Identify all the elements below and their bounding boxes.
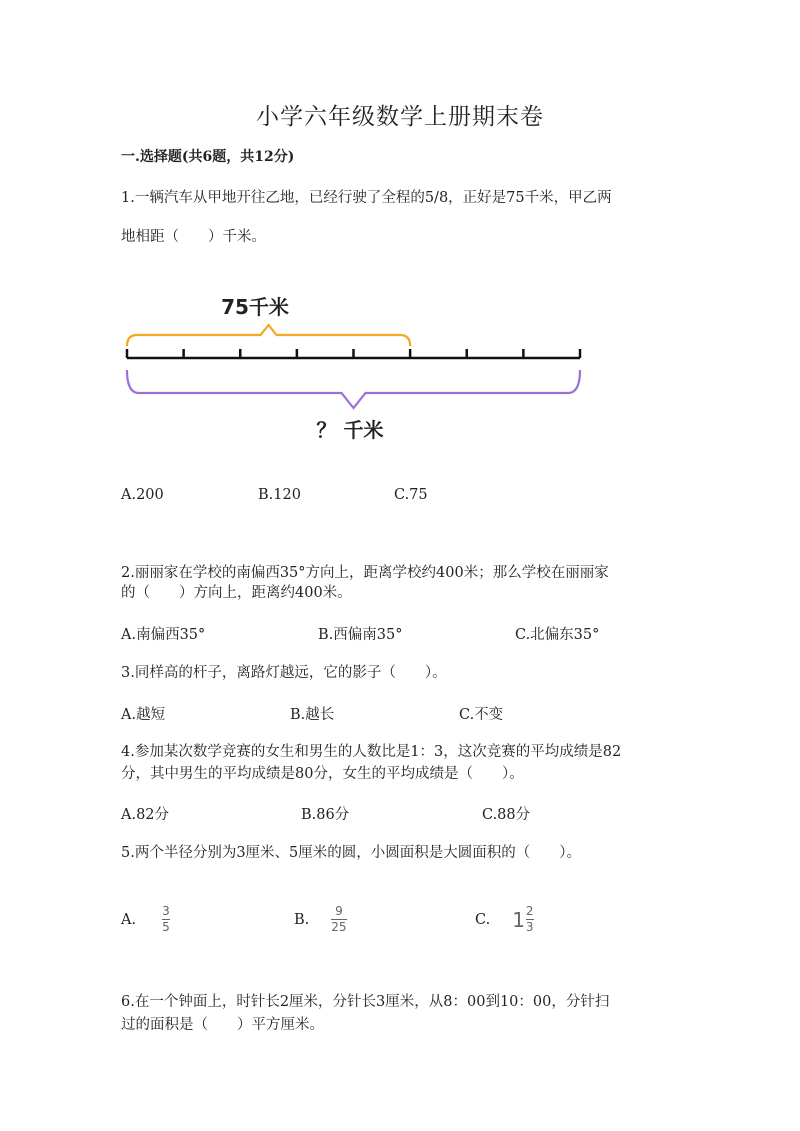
question-4-line-1: 4.参加某次数学竞赛的女生和男生的人数比是1：3，这次竞赛的平均成绩是82	[121, 744, 622, 760]
q2-option-b[interactable]: B.西偏南35°	[318, 627, 403, 643]
q5-option-a-label: A.	[121, 911, 137, 928]
total-brace	[127, 370, 580, 408]
fraction-3-5: $\frac{3}{5}$	[162, 904, 170, 934]
question-6-line-2: 过的面积是（ ）平方厘米。	[121, 1017, 324, 1033]
unknown-distance-label: ？ 千米	[316, 418, 384, 442]
question-4-line-2: 分，其中男生的平均成绩是80分，女生的平均成绩是（ ）。	[121, 766, 524, 782]
question-2-line-1: 2.丽丽家在学校的南偏西35°方向上，距离学校约400米；那么学校在丽丽家	[121, 565, 609, 581]
q5-option-c-label: C.	[475, 911, 491, 928]
q1-option-a[interactable]: A.200	[121, 487, 164, 503]
question-6-line-1: 6.在一个钟面上，时针长2厘米，分针长3厘米，从8：00到10：00，分针扫	[121, 994, 610, 1010]
distance-diagram	[110, 285, 600, 445]
section-heading: 一.选择题(共6题，共12分)	[121, 149, 295, 165]
q2-option-c[interactable]: C.北偏东35°	[515, 627, 600, 643]
known-distance-label: 75千米	[221, 295, 289, 319]
q3-option-b[interactable]: B.越长	[290, 707, 335, 723]
q5-option-c[interactable]	[475, 905, 534, 934]
q2-option-a[interactable]: A.南偏西35°	[121, 627, 206, 643]
q5-option-a[interactable]	[121, 905, 170, 934]
segment-line	[127, 349, 580, 358]
mixed-number-1-2-3: 1 $\frac{2}{3}$	[512, 904, 534, 934]
q5-option-b-label: B.	[294, 911, 310, 928]
question-2-line-2: 的（ ）方向上，距离约400米。	[121, 585, 352, 601]
q1-option-b[interactable]: B.120	[258, 487, 301, 503]
q4-option-a[interactable]: A.82分	[121, 807, 170, 823]
question-1-line-1: 1.一辆汽车从甲地开往乙地，已经行驶了全程的5/8，正好是75千米，甲乙两	[121, 190, 612, 206]
known-brace	[127, 325, 410, 346]
q3-option-c[interactable]: C.不变	[459, 707, 504, 723]
q1-option-c[interactable]: C.75	[394, 487, 428, 503]
q5-option-b[interactable]	[294, 905, 347, 934]
question-1-line-2: 地相距（ ）千米。	[121, 229, 266, 245]
q4-option-b[interactable]: B.86分	[301, 807, 350, 823]
question-3: 3.同样高的杆子，离路灯越远，它的影子（ ）。	[121, 665, 447, 681]
q3-option-a[interactable]: A.越短	[121, 707, 166, 723]
fraction-9-25: $\frac{9}{25}$	[331, 904, 347, 934]
question-5: 5.两个半径分别为3厘米、5厘米的圆，小圆面积是大圆面积的（ ）。	[121, 845, 582, 861]
q4-option-c[interactable]: C.88分	[482, 807, 531, 823]
page-title: 小学六年级数学上册期末卷	[256, 104, 544, 130]
